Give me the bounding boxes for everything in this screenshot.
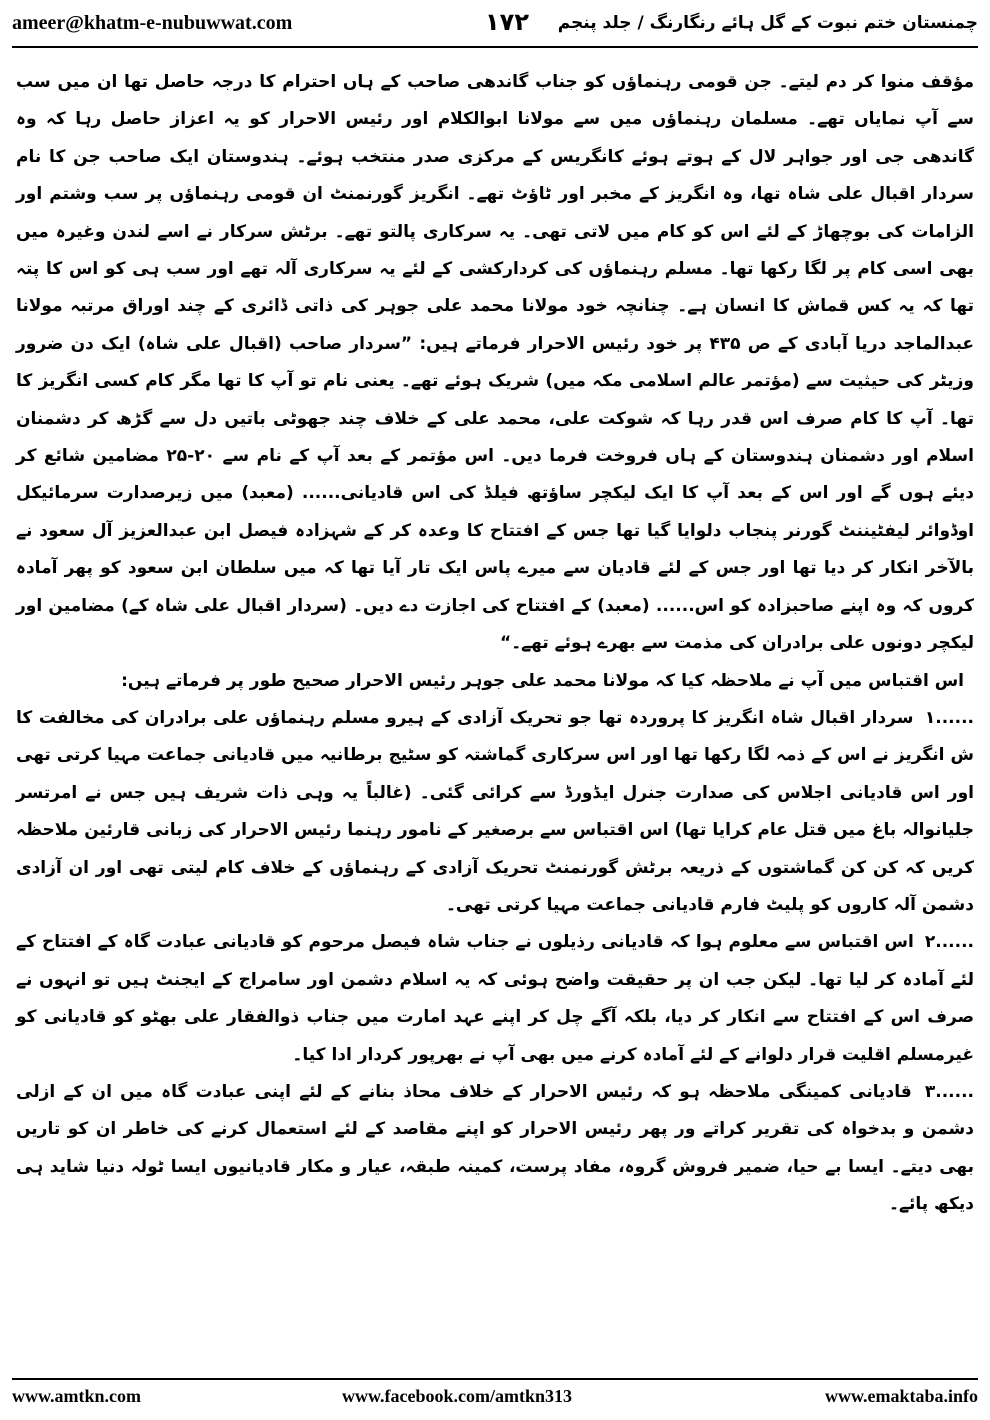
header-email[interactable]: ameer@khatm-e-nubuwwat.com [12,12,293,34]
page-content [16,64,974,1224]
page-footer [12,1378,978,1414]
list-item-text: اس اقتباس سے معلوم ہوا کہ قادیانی رذیلوں نے جناب شاہ فیصل مرحوم کو قادیانی عبادت گاہ کے افتتاح کے لئے آمادہ کر لیا تھا۔ لیکن جب ان پر حقیقت واضح ہوئی کہ یہ اسلام دشمن اور سامراج کے ایجنٹ ہیں تو انہوں نے صرف اس کے افتتاح سے انکار کر دیا، بلکہ آگے چل کر اپنے عہد امارت میں جناب ذوالفقار علی بھٹو کو قادیانی کو غیرمسلم اقلیت قرار دلوانے کے لئے آمادہ کرنے میں بھی آپ نے بھرپور کردار ادا کیا۔ [16,932,974,1065]
footer-link-maktaba[interactable]: www.emaktaba.info [824,1386,978,1406]
footer-link-facebook[interactable]: www.facebook.com/amtkn313 [342,1386,572,1406]
list-item-text: قادیانی کمینگی ملاحظہ ہو کہ رئیس الاحرار کے خلاف محاذ بنانے کے لئے اپنی عبادت گاہ میں ان کے ازلی دشمن و بدخواہ کی تقریر کراتے ور پھر رئیس الاحرار کو اپنے مقاصد کے لئے استعمال کرنے کی خاطر ان کو تاریں بھی دیتے۔ ایسا بے حیا، ضمیر فروش گروہ، مفاد پرست، کمینہ طبقہ، عیار و مکار قادیانیوں ایسا ٹولہ دنیا شاید ہی دیکھ پائے۔ [16,1081,974,1215]
list-item-number: ۲...... [924,932,974,953]
list-item [16,924,974,1074]
list-item-number: ۱...... [924,707,974,728]
page-header [12,8,978,48]
body-paragraph-2: اس اقتباس میں آپ نے ملاحظہ کیا کہ مولانا محمد علی جوہر رئیس الاحرار صحیح طور پر فرماتے ہیں: [121,670,964,691]
list-item [16,700,974,924]
list-item-text: سردار اقبال شاہ انگریز کا پروردہ تھا جو تحریک آزادی کے ہیرو مسلم رہنماؤں علی برادران کی مخالفت کا ش انگریز نے اس کے ذمہ لگا رکھا تھا اور اس سرکاری گماشتہ کو سٹیج برطانیہ میں قادیانی جماعت مہیا کرتی تھی اور اس قادیانی اجلاس کی صدارت جنرل ایڈورڈ سے کرائی گئی۔ (غالباً یہ وہی ذات شریف ہیں جس نے امرتسر جلیانوالہ باغ میں قتل عام کرایا تھا) اس اقتباس سے برصغیر کے نامور رہنما رئیس الاحرار کی زبانی قارئین ملاحظہ کریں کہ کن کن گماشتوں کے ذریعہ برٹش گورنمنٹ تحریک آزادی کے رہنماؤں کے خلاف کام لیتی تھی اور ان آزادی دشمن آلہ کاروں کو پلیٹ فارم قادیانی جماعت مہیا کرتی تھی۔ [16,707,974,915]
list-item-number: ۳...... [924,1081,975,1102]
body-paragraph-1: مؤقف منوا کر دم لیتے۔ جن قومی رہنماؤں کو جناب گاندھی صاحب کے ہاں احترام کا درجہ حاصل تھا ان میں سب سے آپ نمایاں تھے۔ مسلمان رہنماؤں میں سے مولانا ابوالکلام اور رئیس الاحرار کو یہ اعزاز حاصل رہا کہ وہ گاندھی جی اور جواہر لال کے ہوتے ہوئے کانگریس کے مرکزی صدر منتخب ہوئے۔ ہندوستان ایک صاحب جن کا نام سردار اقبال علی شاہ تھا، وہ انگریز کے مخبر اور ٹاؤٹ تھے۔ انگریز گورنمنٹ ان قومی رہنماؤں پر سب وشتم اور الزامات کی بوچھاڑ کے لئے اس کو کام میں لاتی تھی۔ یہ سرکاری پالتو تھے۔ برٹش سرکار نے اسے لندن وغیرہ میں بھی اسی کام پر لگا رکھا تھا۔ مسلم رہنماؤں کی کردارکشی کے لئے یہ سرکاری آلہ تھے اور سب ہی کو اس کا پتہ تھا کہ یہ کس قماش کا انسان ہے۔ چنانچہ خود مولانا محمد علی جوہر کی ذاتی ڈائری کے چند اوراق مرتبہ مولانا عبدالماجد دریا آبادی کے ص ۴۳۵ پر خود رئیس الاحرار فرماتے ہیں: ”سردار صاحب (اقبال علی شاہ) ایک دن ضرور وزیٹر کی حیثیت سے (مؤتمر عالم اسلامی مکہ میں) شریک ہوئے تھے۔ یعنی نام تو آپ کا تھا مگر کام کسی انگریز کا تھا۔ آپ کا کام صرف اس قدر رہا کہ شوکت علی، محمد علی کے خلاف چند جھوٹی باتیں دل سے گڑھ کر دشمنان اسلام اور دشمنان ہندوستان کے ہاں فروخت فرما دیں۔ اس مؤتمر کے بعد آپ کے نام سے ۲۰-۲۵ مضامین شائع کر دیئے ہوں گے اور اس کے بعد آپ کا ایک لیکچر ساؤتھ فیلڈ کی اس قادیانی...... (معبد) میں زیرصدارت سرمائیکل اوڈوائر لیفٹیننٹ گورنر پنجاب دلوایا گیا تھا جس کے افتتاح کا وعدہ کر کے شہزادہ فیصل ابن عبدالعزیز آل سعود نے بالآخر انکار کر دیا تھا اور جس کے لئے قادیان سے میرے پاس ایک تار آیا تھا کہ میں سلطان ابن سعود کو پھر آمادہ کروں کہ وہ اپنے صاحبزادہ کو اس...... (معبد) کے افتتاح کی اجازت دے دیں۔ (سردار اقبال علی شاہ کے) مضامین اور لیکچر دونوں علی برادران کی مذمت سے بھرے ہوئے تھے۔“ [16,72,975,654]
book-title: چمنستان ختم نبوت کے گل ہائے رنگارنگ / جلد پنجم [557,13,978,33]
list-item [16,1074,974,1224]
page-number: ۱۷۲ [485,8,529,36]
footer-link-website[interactable]: www.amtkn.com [12,1386,141,1406]
